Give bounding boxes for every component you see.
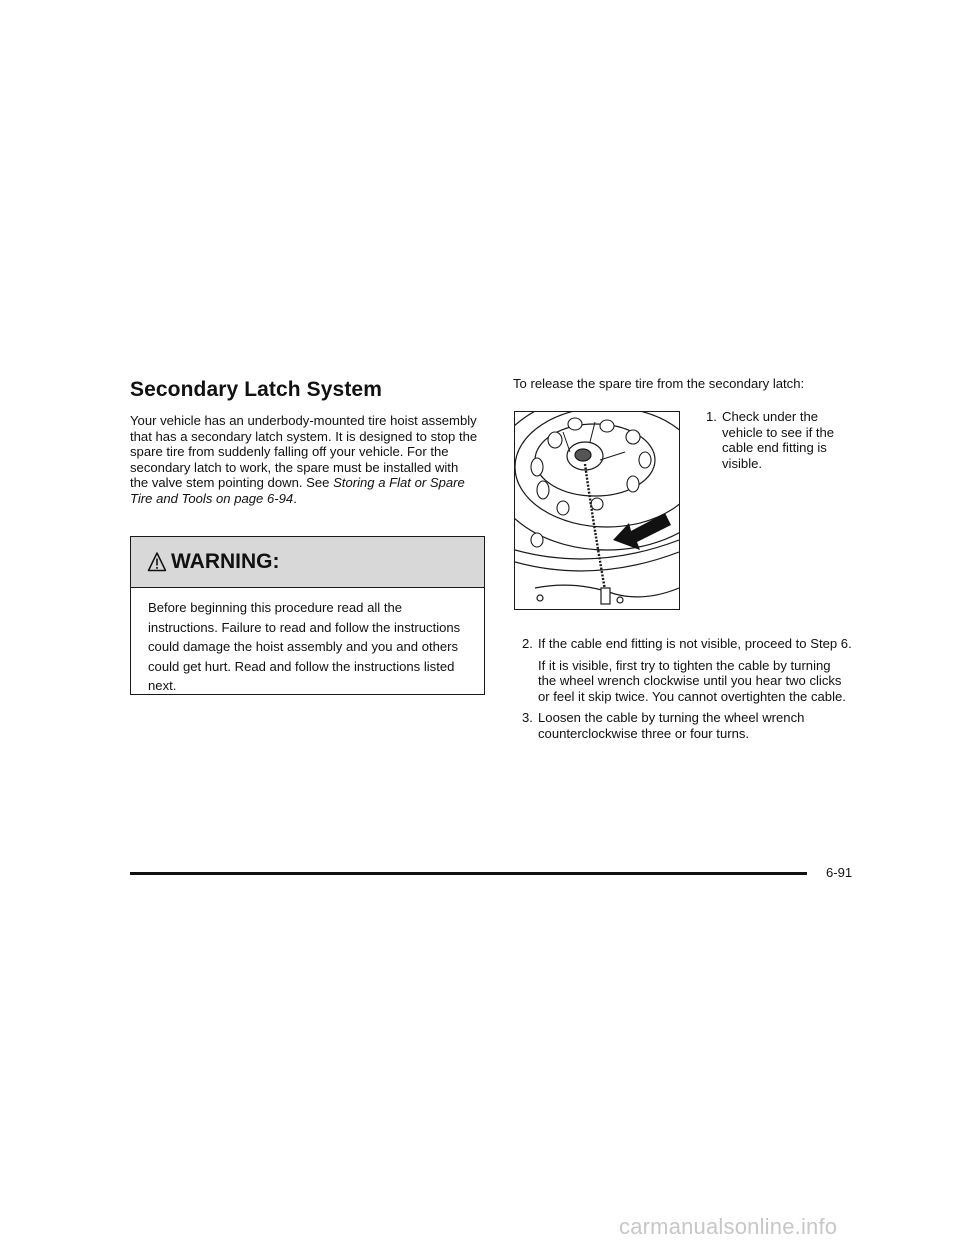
step-number: 1. [706,409,717,424]
step-3 [522,710,852,741]
step-2-subparagraph: If it is visible, first try to tighten the cable by turning the wheel wrench clockwise until you hear two clicks or feel it skip twice. You cannot overtighten the cable. [538,657,846,704]
step-number: 2. [522,636,533,651]
warning-title: WARNING: [171,550,280,573]
step-1 [706,409,856,471]
steps-list [522,636,852,747]
section-title: Secondary Latch System [130,378,382,401]
intro-paragraph [130,413,480,506]
spare-tire-cable-illustration [515,412,679,609]
step-text: Loosen the cable by turning the wheel wrench counterclockwise three or four turns. [538,710,805,741]
page-number: 6-91 [826,865,853,880]
cross-reference-link[interactable]: Storing a Flat or Spare Tire and Tools on page 6-94 [130,475,465,506]
step-number: 3. [522,710,533,725]
intro-end: . [293,490,297,506]
spare-tire-figure [514,411,680,610]
warning-text: Before beginning this procedure read all the instructions. Failure to read and follow the instructions could damage the hoist assembly and you and others could get hurt. Read and follow the instructions listed next. [148,600,461,694]
watermark: carmanualsonline.info [619,1214,838,1239]
step-2 [522,636,852,652]
step-text: Check under the vehicle to see if the cable end fitting is visible. [722,409,835,471]
intro-text: Your vehicle has an underbody-mounted tire hoist assembly that has a secondary latch system. It is designed to stop the spare tire from suddenly falling off your vehicle. For the secondary latch to work, the spare must be installed with the valve stem pointing down. See [130,413,478,490]
warning-header [131,537,484,588]
warning-triangle-icon [147,551,167,573]
footer-rule [130,872,807,875]
step-text: If the cable end fitting is not visible, proceed to Step 6. [538,636,852,651]
warning-box [130,536,485,695]
release-intro: To release the spare tire from the secondary latch: [513,376,805,391]
